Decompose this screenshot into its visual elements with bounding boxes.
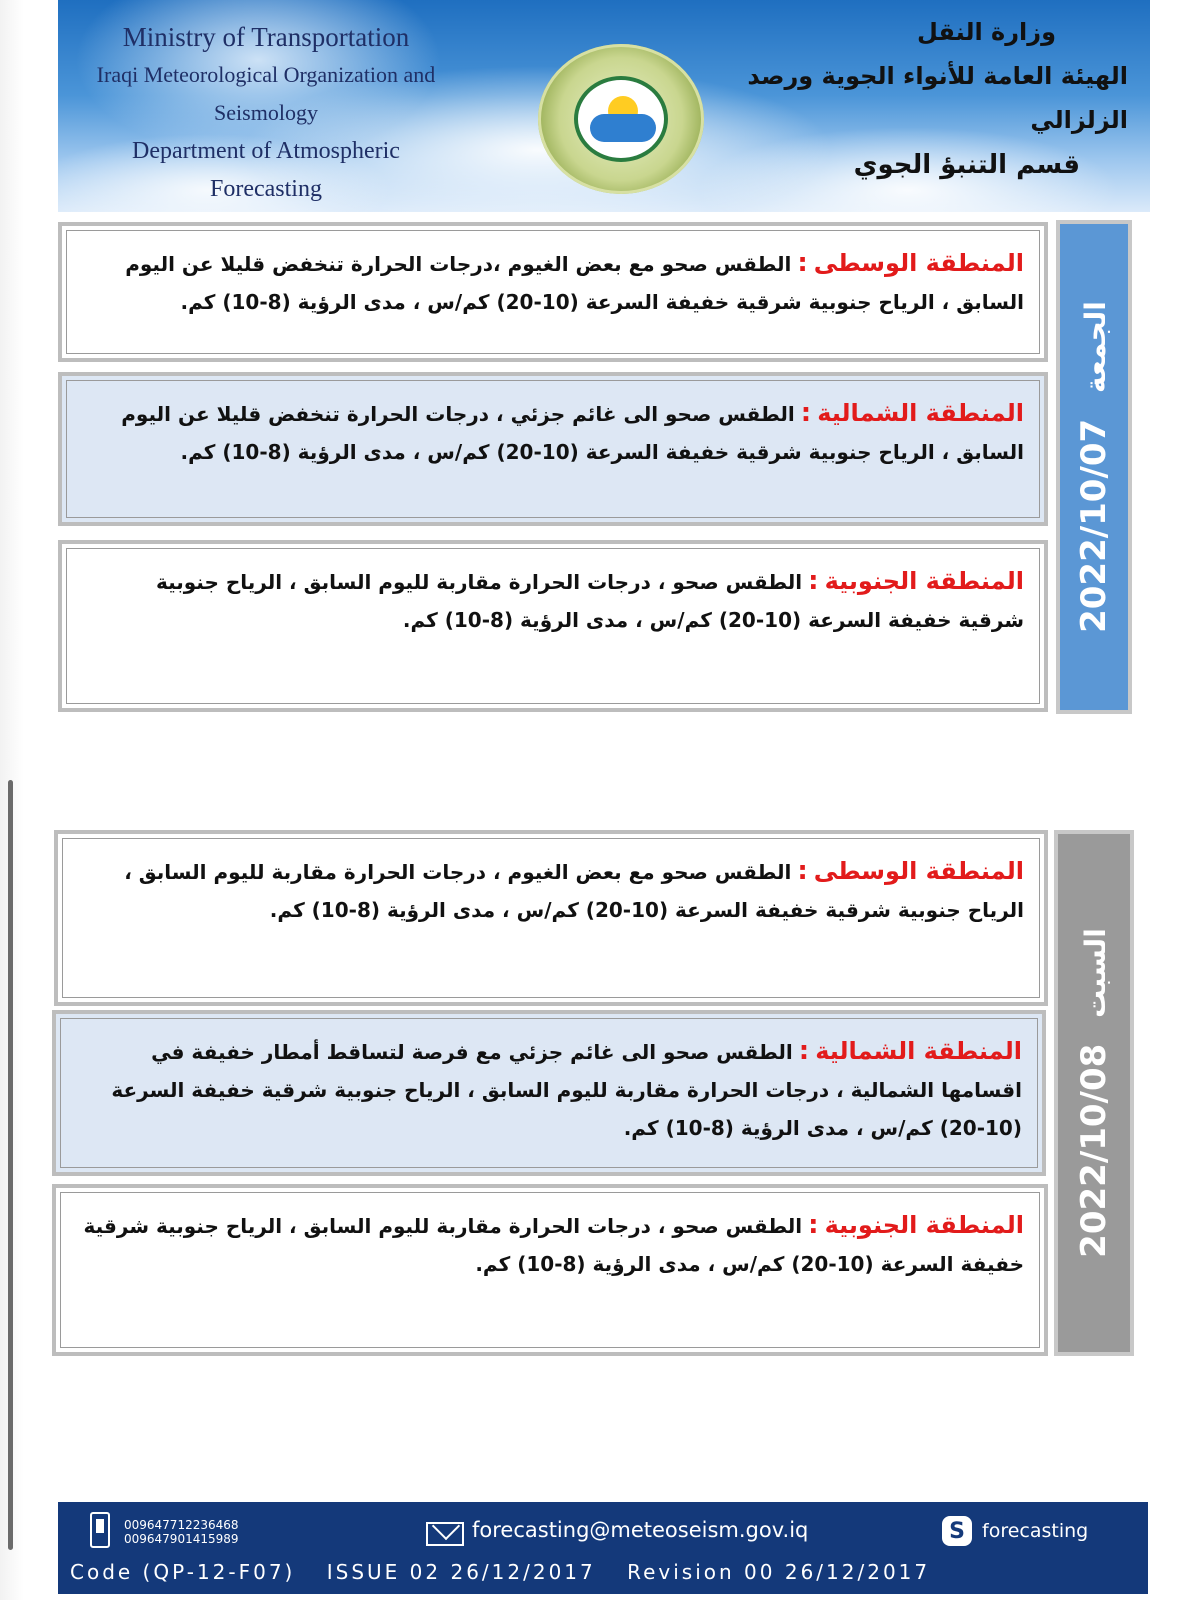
department-name-ar: قسم التنبؤ الجوي — [853, 150, 1080, 180]
region-forecast-text: الطقس صحو مع بعض الغيوم ، درجات الحرارة مقاربة لليوم السابق ، الرياح جنوبية شرقية خفيفة السرعة (10-20) كم/س ، مدى الرؤية (8-10) كم. — [124, 860, 1024, 922]
ministry-name-en: Ministry of Transportation — [122, 22, 410, 52]
day-label-1 — [1074, 301, 1114, 633]
organization-logo-icon — [538, 44, 704, 194]
document-code-line — [70, 1560, 952, 1584]
region-name: المنطقة الجنوبية — [824, 567, 1024, 595]
skype-icon: S — [942, 1516, 972, 1546]
ministry-name-ar: وزارة النقل — [916, 18, 1056, 46]
day-strip-2 — [1054, 830, 1134, 1356]
region-name: المنطقة الوسطى — [813, 857, 1024, 885]
day-name-1: الجمعة — [1079, 301, 1113, 393]
phone-number-2: 009647901415989 — [124, 1532, 239, 1546]
region-forecast-text: الطقس صحو ، درجات الحرارة مقاربة لليوم السابق ، الرياح جنوبية شرقية خفيفة السرعة (10-20) كم/س ، مدى الرؤية (8-10) كم. — [155, 570, 1024, 632]
document-code: Code (QP-12-F07) — [70, 1560, 296, 1584]
region-north-day1 — [58, 372, 1048, 526]
phone-numbers — [124, 1518, 239, 1546]
day-label-2 — [1074, 928, 1114, 1258]
email-icon — [426, 1522, 464, 1546]
skype-handle[interactable]: forecasting — [982, 1520, 1089, 1542]
region-name: المنطقة الجنوبية — [824, 1211, 1024, 1239]
organization-name-ar: الهيئة العامة للأنواء الجوية ورصد الزلزالي — [747, 62, 1128, 134]
day-date-1: 2022/10/07 — [1074, 418, 1115, 633]
organization-name-en: Iraqi Meteorological Organization and Seismology — [96, 62, 436, 125]
arabic-header — [708, 10, 1128, 188]
logo-emblem — [574, 76, 668, 162]
region-forecast-text: الطقس صحو الى غائم جزئي ، درجات الحرارة تنخفض قليلا عن اليوم السابق ، الرياح جنوبية شرقية خفيفة السرعة (10-20) كم/س ، مدى الرؤية (8-10) كم. — [121, 402, 1024, 464]
email-address[interactable]: forecasting@meteoseism.gov.iq — [472, 1518, 809, 1542]
day-date-2: 2022/10/08 — [1074, 1043, 1114, 1258]
day-name-2: السبت — [1079, 928, 1112, 1018]
region-south-day1 — [58, 540, 1048, 712]
region-colon: : — [798, 1036, 810, 1066]
header-banner — [58, 0, 1150, 212]
region-name: المنطقة الشمالية — [815, 1037, 1022, 1065]
region-forecast-text: الطقس صحو الى غائم جزئي مع فرصة لتساقط أمطار خفيفة في اقسامها الشمالية ، درجات الحرارة مقاربة لليوم السابق ، الرياح جنوبية شرقية خفيفة السرعة (10-20) كم/س ، مدى الرؤية (8-10) كم. — [111, 1040, 1022, 1140]
document-revision: Revision 00 26/12/2017 — [627, 1560, 931, 1584]
phone-number-1: 009647712236468 — [124, 1518, 239, 1532]
region-colon: : — [808, 566, 819, 596]
scroll-indicator[interactable] — [8, 780, 13, 1550]
region-north-day2 — [52, 1010, 1046, 1176]
day-strip-1 — [1056, 220, 1132, 714]
region-colon: : — [797, 248, 808, 278]
region-colon: : — [797, 856, 808, 886]
region-south-day2 — [52, 1184, 1048, 1356]
region-colon: : — [808, 1210, 819, 1240]
region-name: المنطقة الوسطى — [813, 249, 1024, 277]
phone-icon — [90, 1512, 110, 1548]
region-name: المنطقة الشمالية — [817, 399, 1024, 427]
english-header — [76, 18, 456, 208]
region-forecast-text: الطقس صحو مع بعض الغيوم ،درجات الحرارة تنخفض قليلا عن اليوم السابق ، الرياح جنوبية شرقية خفيفة السرعة (10-20) كم/س ، مدى الرؤية (8-10) كم. — [125, 252, 1024, 314]
region-central-day2 — [54, 830, 1048, 1006]
region-colon: : — [800, 398, 812, 428]
department-name-en: Department of Atmospheric Forecasting — [132, 138, 400, 202]
cloud-icon — [590, 114, 656, 142]
document-issue: ISSUE 02 26/12/2017 — [326, 1560, 596, 1584]
footer — [58, 1502, 1148, 1594]
region-forecast-text: الطقس صحو ، درجات الحرارة مقاربة لليوم السابق ، الرياح جنوبية شرقية خفيفة السرعة (10-20) كم/س ، مدى الرؤية (8-10) كم. — [83, 1214, 1024, 1276]
region-central-day1 — [58, 222, 1048, 362]
